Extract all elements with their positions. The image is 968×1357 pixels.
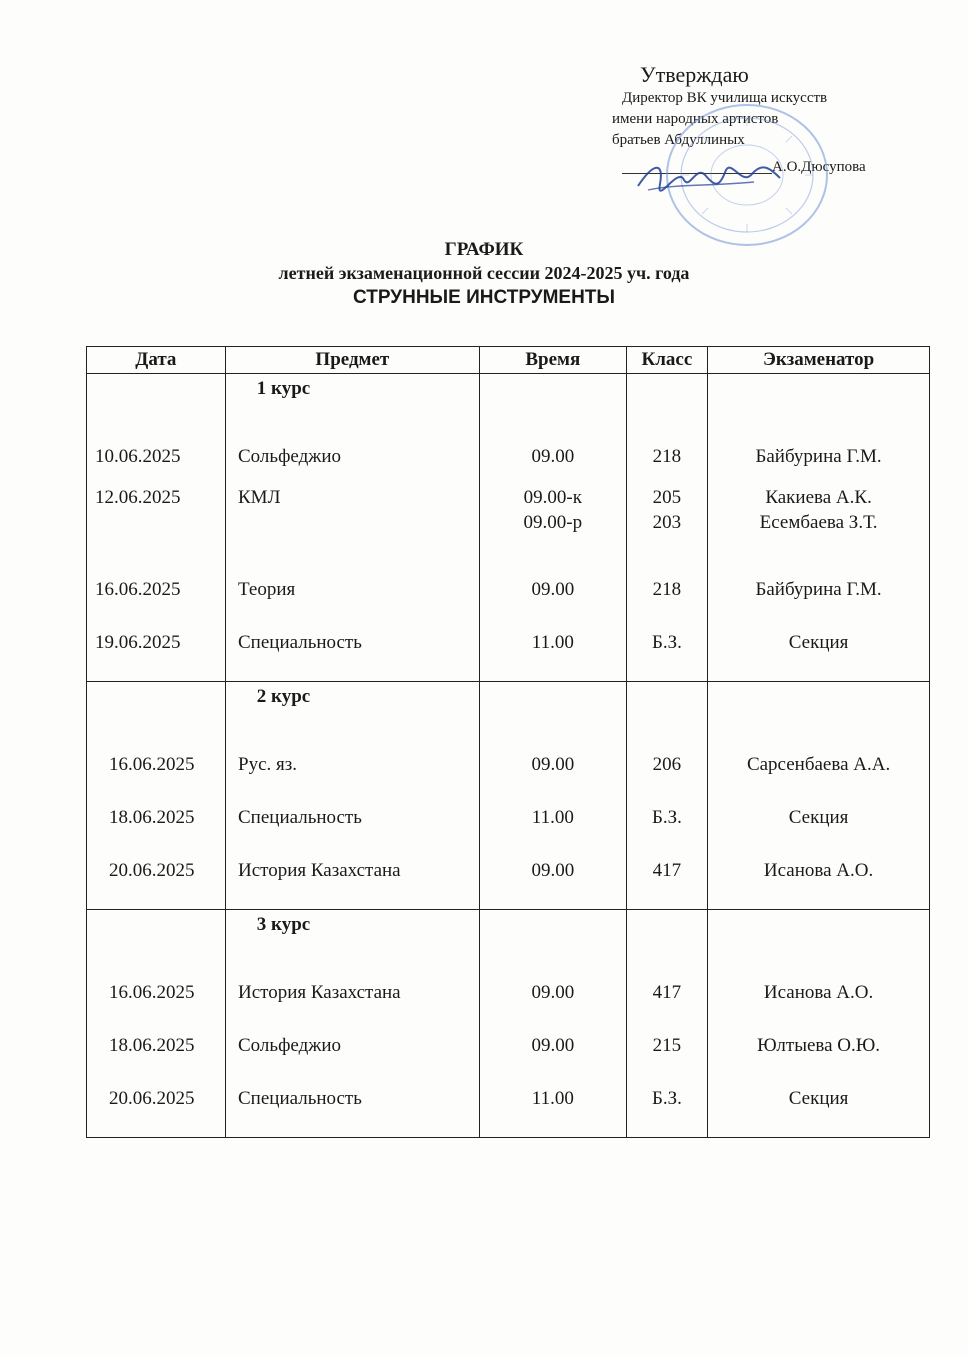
table-row-date: 20.06.2025 <box>109 1088 195 1109</box>
signature-line <box>622 173 772 174</box>
document-subtitle: летней экзаменационной сессии 2024-2025 уч. года <box>278 263 690 283</box>
table-row-date: 19.06.2025 <box>95 632 181 653</box>
table-row-subject: Специальность <box>238 632 362 653</box>
table-row-time: 09.00 <box>531 446 575 467</box>
header-examiner: Экзаменатор <box>708 347 930 374</box>
table-row-room: 206 <box>652 754 682 775</box>
table-row-time: 09.00 <box>531 982 575 1003</box>
table-row-examiner: Секция <box>788 1088 849 1109</box>
table-header-row <box>87 347 930 374</box>
course-block-3 <box>87 910 930 1138</box>
table-row-room: 417 <box>652 982 682 1003</box>
course-label-3: 3 курс <box>256 914 311 935</box>
table-row-subject: История Казахстана <box>238 982 401 1003</box>
table-row-date: 20.06.2025 <box>109 860 195 881</box>
table-row-subject: Сольфеджио <box>238 1035 342 1056</box>
table-row-date: 18.06.2025 <box>109 1035 195 1056</box>
header-room: Класс <box>626 347 708 374</box>
table-row-time: 11.00 <box>531 1088 574 1109</box>
table-row-subject: Специальность <box>238 807 362 828</box>
table-row-time: 09.00-к <box>523 487 582 508</box>
course-label-1: 1 курс <box>256 378 311 399</box>
table-row-examiner: Юлтыева О.Ю. <box>757 1035 881 1056</box>
table-row-time: 09.00 <box>531 1035 575 1056</box>
table-row-date: 16.06.2025 <box>109 754 195 775</box>
table-row-time: 09.00 <box>531 754 575 775</box>
department-title: СТРУННЫЕ ИНСТРУМЕНТЫ <box>353 287 615 308</box>
approval-block <box>612 62 912 181</box>
document-title: ГРАФИК <box>444 239 524 260</box>
course-label-2: 2 курс <box>256 686 311 707</box>
table-row-time: 09.00 <box>531 860 575 881</box>
approval-line-2: имени народных артистов <box>612 111 779 127</box>
table-row-examiner: Секция <box>788 632 849 653</box>
table-row-room: Б.З. <box>651 632 682 653</box>
table-row-subject: Теория <box>238 579 296 600</box>
table-row-examiner: Есембаева З.Т. <box>759 512 878 533</box>
table-row-subject: Рус. яз. <box>238 754 297 775</box>
table-row-examiner: Исанова А.О. <box>763 860 874 881</box>
course-block-1 <box>87 374 930 682</box>
header-subject: Предмет <box>225 347 479 374</box>
table-row-room: 218 <box>652 579 682 600</box>
exam-schedule-table <box>86 346 930 1138</box>
table-row-room: Б.З. <box>651 1088 682 1109</box>
table-row-date: 16.06.2025 <box>95 579 181 600</box>
table-row-room: Б.З. <box>651 807 682 828</box>
director-name: А.О.Дюсупова <box>772 159 866 175</box>
signature-row <box>612 155 912 181</box>
table-row-examiner: Исанова А.О. <box>763 982 874 1003</box>
header-date: Дата <box>87 347 226 374</box>
table-row-examiner: Байбурина Г.М. <box>755 579 882 600</box>
table-row-date: 12.06.2025 <box>95 487 181 508</box>
table-row-time: 11.00 <box>531 632 574 653</box>
table-row-subject: Специальность <box>238 1088 362 1109</box>
table-row-room: 218 <box>652 446 682 467</box>
document-heading <box>0 238 968 311</box>
table-row-subject: КМЛ <box>238 487 281 508</box>
table-row-examiner: Байбурина Г.М. <box>755 446 882 467</box>
approval-title: Утверждаю <box>640 62 749 87</box>
table-row-room: 205 <box>652 487 682 508</box>
table-row-date: 18.06.2025 <box>109 807 195 828</box>
table-row-subject: История Казахстана <box>238 860 401 881</box>
table-row-examiner: Какиева А.К. <box>765 487 872 508</box>
table-row-room: 215 <box>652 1035 682 1056</box>
table-row-time: 11.00 <box>531 807 574 828</box>
table-row-examiner: Сарсенбаева А.А. <box>746 754 891 775</box>
course-block-2 <box>87 682 930 910</box>
table-row-examiner: Секция <box>788 807 849 828</box>
table-row-date: 16.06.2025 <box>109 982 195 1003</box>
table-row-date: 10.06.2025 <box>95 446 181 467</box>
header-time: Время <box>480 347 627 374</box>
approval-line-3: братьев Абдуллиных <box>612 132 745 148</box>
table-row-subject: Сольфеджио <box>238 446 342 467</box>
table-row-time: 09.00-р <box>523 512 583 533</box>
table-row-room: 203 <box>652 512 682 533</box>
table-row-time: 09.00 <box>531 579 575 600</box>
approval-line-1: Директор ВК училища искусств <box>622 90 828 106</box>
table-row-room: 417 <box>652 860 682 881</box>
